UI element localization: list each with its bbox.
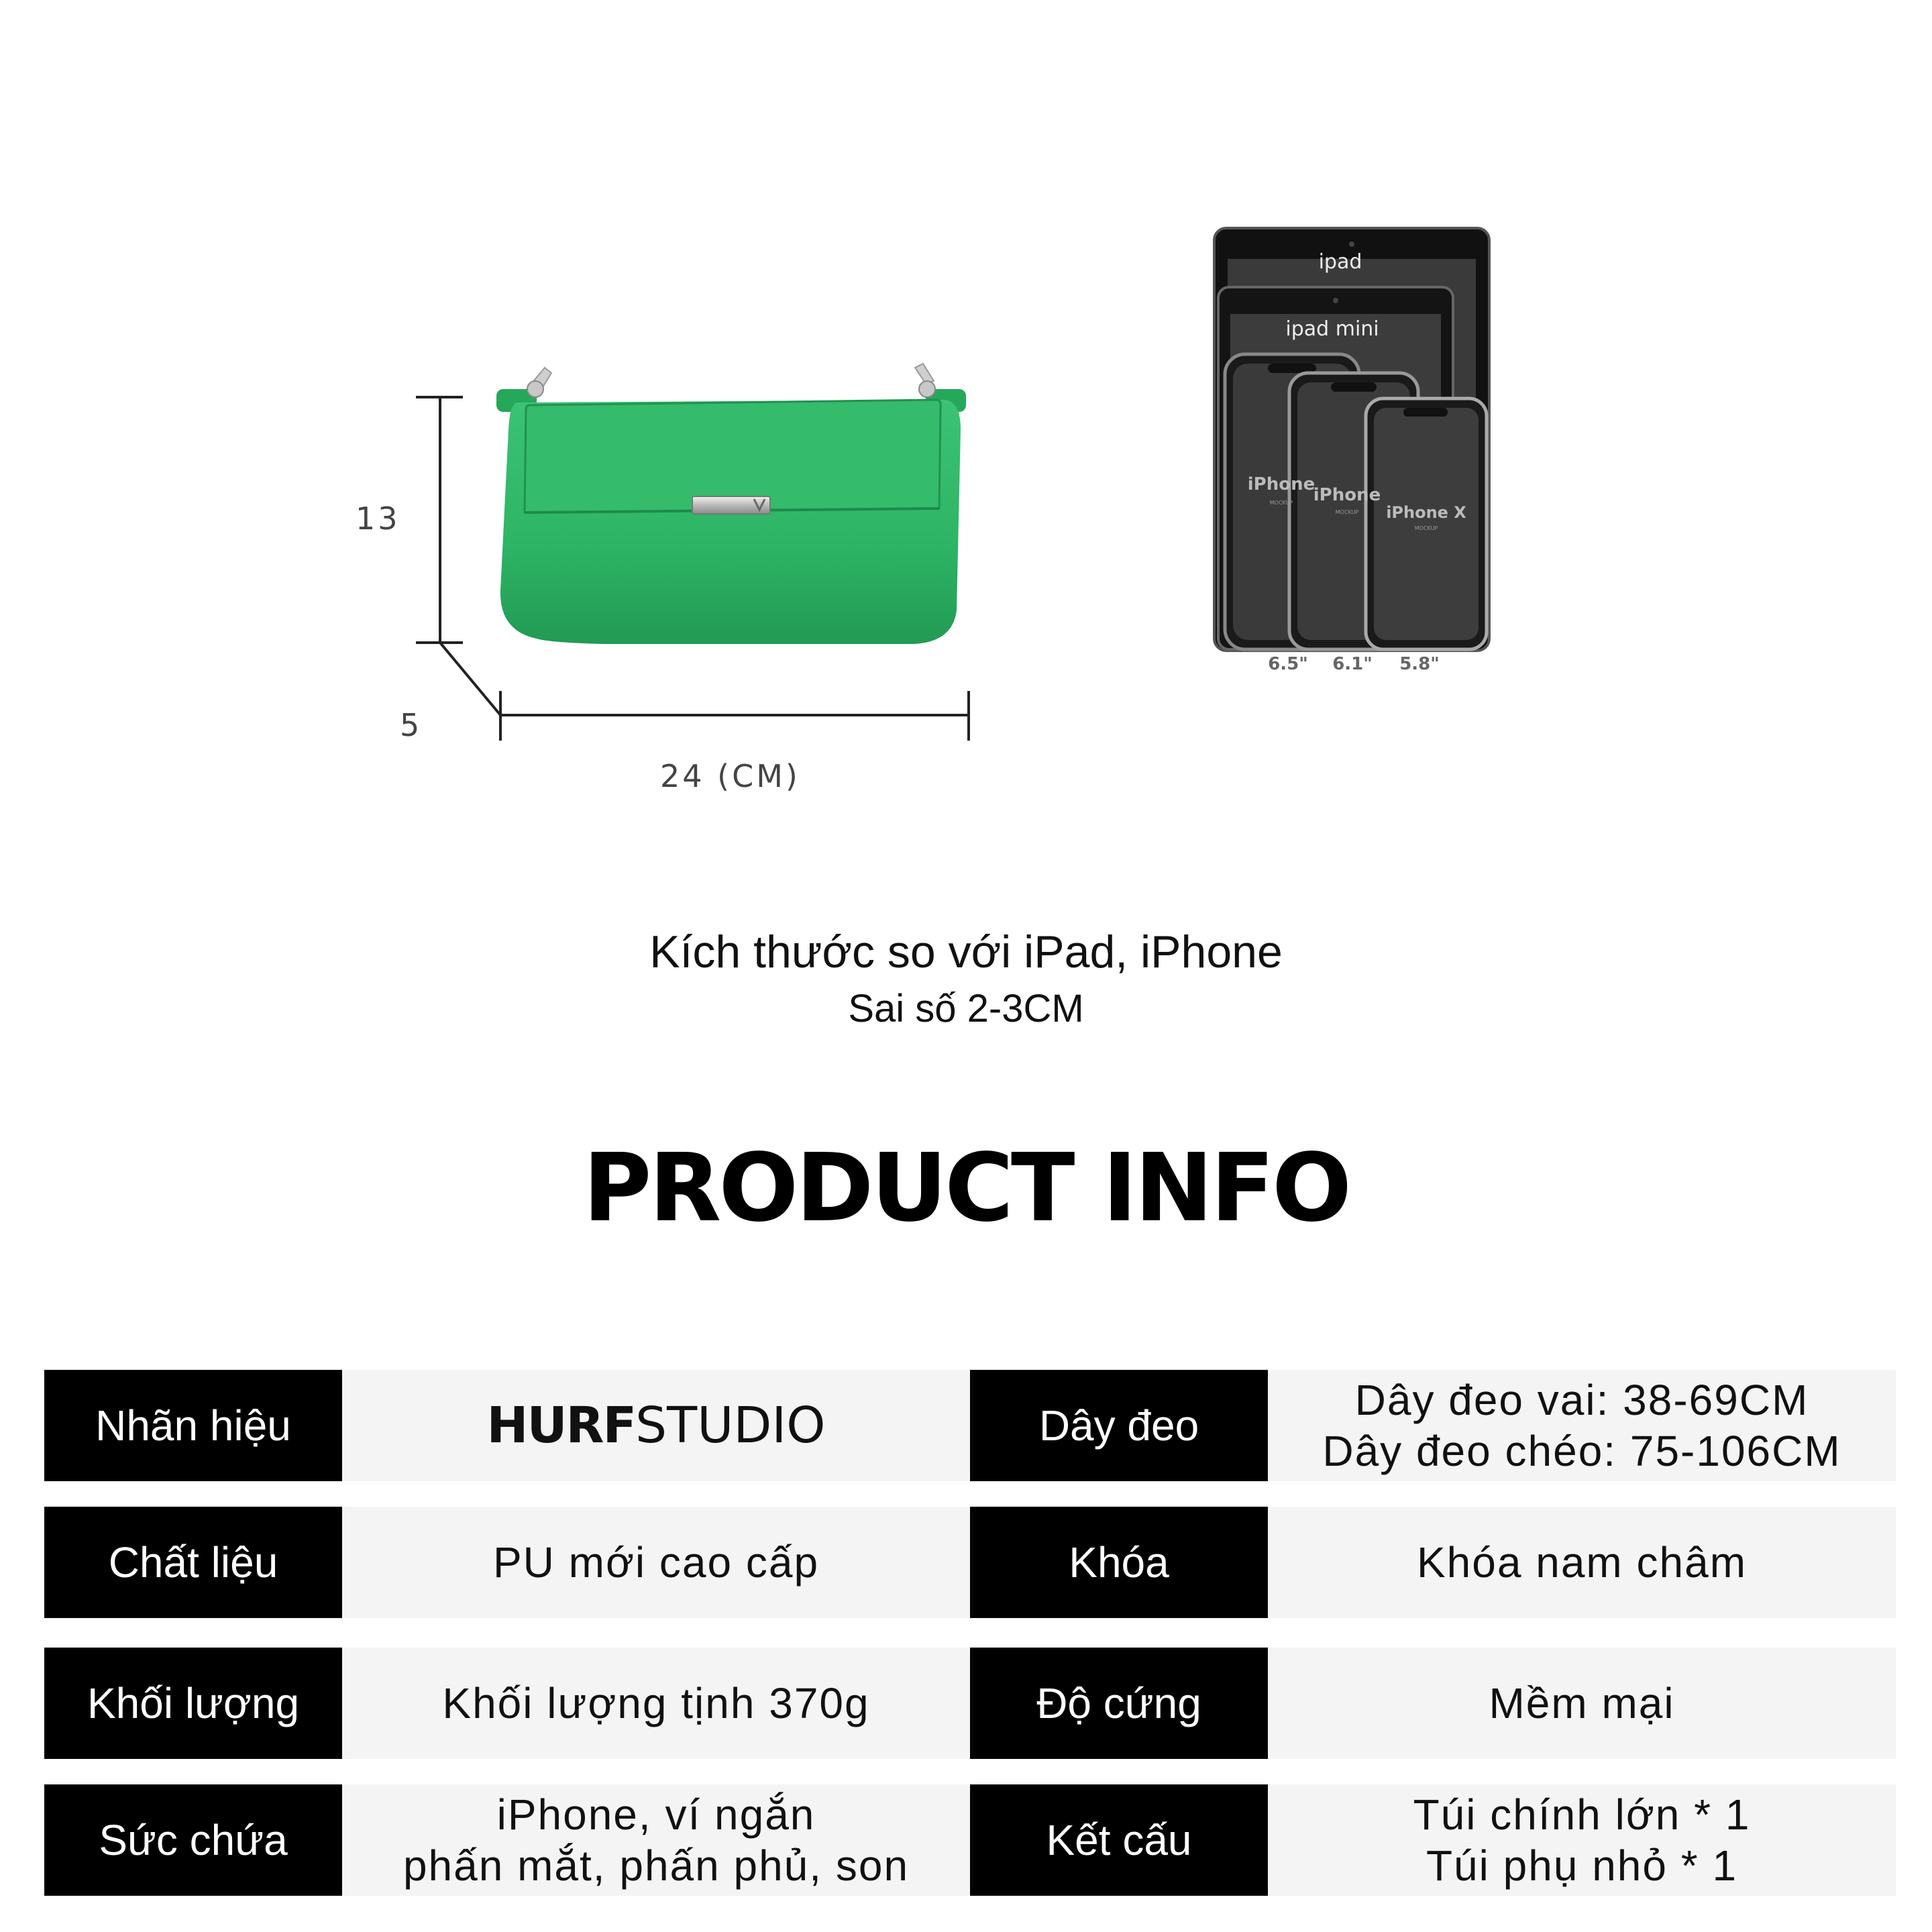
info-row-material [44,1507,1896,1618]
depth-label: 5 [400,707,423,743]
size-caption: Kích thước so với iPad, iPhone [649,926,1283,977]
label-lock: Khóa [970,1507,1268,1618]
label-weight: Khối lượng [44,1648,342,1759]
bag-illustration [0,0,1932,872]
value-line: Túi chính lớn * 1 [1413,1790,1751,1839]
phone-1-mockup: MOCKUP [1269,500,1293,506]
phone-2-label: iPhone [1313,485,1381,505]
height-label: 13 [356,500,400,537]
value-line: Túi phụ nhỏ * 1 [1426,1841,1738,1890]
label-hardness: Độ cứng [970,1648,1268,1759]
value-line: Mềm mại [1489,1679,1675,1727]
device-comparison [1208,221,1503,691]
brand-logo: HURFSTUDIO [486,1397,826,1454]
value-brand [342,1370,970,1481]
ipad-label: ipad [1318,250,1362,274]
value-line: Dây đeo chéo: 75-106CM [1322,1427,1841,1475]
phone-2-mockup: MOCKUP [1335,509,1359,515]
value-lock [1268,1507,1896,1618]
value-line: iPhone, ví ngắn [496,1790,816,1839]
phone-3-mockup: MOCKUP [1414,525,1438,531]
label-material: Chất liệu [44,1507,342,1618]
size-label-3: 5.8" [1399,654,1440,674]
bag-flap [525,400,941,513]
page-title: PRODUCT INFO [582,1134,1350,1243]
size-label-2: 6.1" [1332,654,1373,674]
value-line: Dây đeo vai: 38-69CM [1354,1376,1809,1424]
label-capacity: Sức chứa [44,1784,342,1896]
label-brand: Nhãn hiệu [44,1370,342,1481]
width-label: 24 (CM) [660,758,800,794]
info-row-brand [44,1370,1896,1481]
value-strap [1268,1370,1896,1481]
value-weight [342,1648,970,1759]
value-line: Khóa nam châm [1416,1538,1748,1587]
info-row-capacity [44,1784,1896,1896]
value-material [342,1507,970,1618]
tolerance-caption: Sai số 2-3CM [848,987,1084,1030]
size-label-1: 6.5" [1268,654,1308,674]
value-structure [1268,1784,1896,1896]
value-line: PU mới cao cấp [492,1538,820,1587]
bag-clasp [692,496,770,514]
value-capacity [342,1784,970,1896]
phone-1-label: iPhone [1247,474,1316,494]
ipad-mini-label: ipad mini [1285,317,1379,341]
value-line: phấn mắt, phấn phủ, son [402,1841,910,1890]
value-line: Khối lượng tịnh 370g [442,1679,870,1727]
label-strap: Dây đeo [970,1370,1268,1481]
phone-3-label: iPhone X [1386,503,1466,522]
label-structure: Kết cấu [970,1784,1268,1896]
value-hardness [1268,1648,1896,1759]
info-row-weight [44,1648,1896,1759]
